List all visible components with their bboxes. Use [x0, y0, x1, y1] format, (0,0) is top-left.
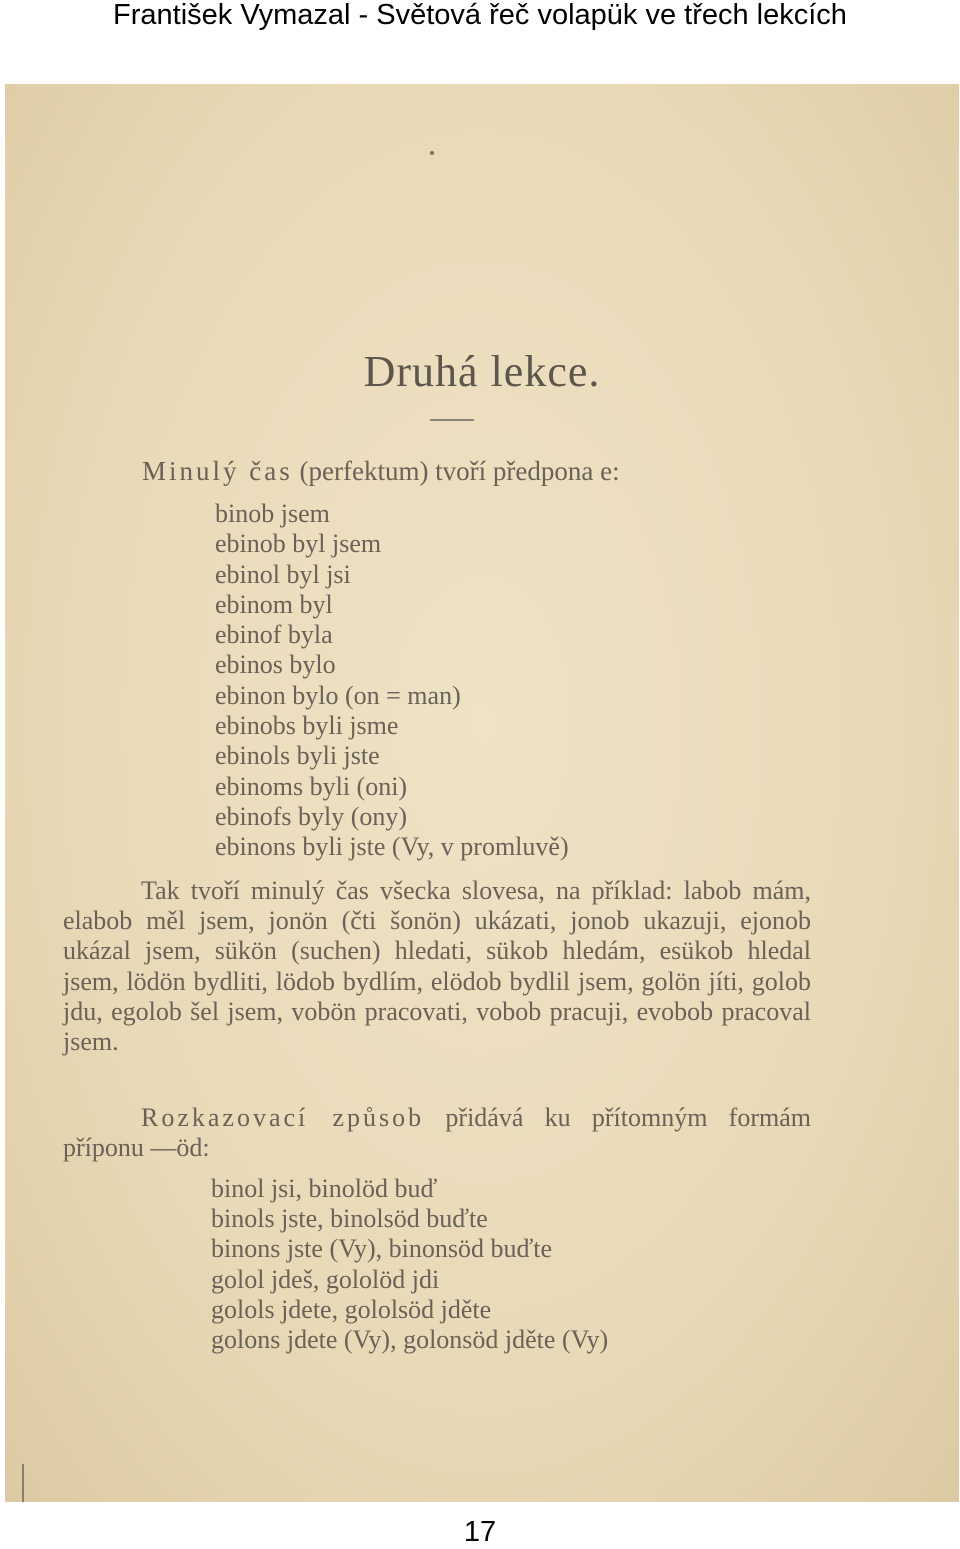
document-header-title: František Vymazal - Světová řeč volapük ve třech lekcích — [113, 0, 847, 31]
conjugation-item: ebinoms byli (oni) — [215, 771, 408, 801]
conjugation-item: ebinof byla — [215, 620, 333, 650]
imperative-item: golols jdete, gololsöd jděte — [211, 1294, 492, 1324]
conjugation-item: ebinons byli jste (Vy, v promluvě) — [215, 832, 569, 862]
paragraph-past-tense-examples: Tak tvoří minulý čas všecka slovesa, na příklad: labob mám, elabob měl jsem, jonön (čti šonön) ukázati, jonob ukazuji, ejonob ukázal jsem, sükön (suchen) hledati, sükob hledám, esükob hledal jsem, lödön bydliti, lödob bydlím, elödob bydlil jsem, golön jíti, golob jdu, egolob šel jsem, vobön pracovati, vobob pracuji, evobob pracoval jsem. — [63, 876, 811, 1057]
imperative-item: binol jsi, binolöd buď — [211, 1174, 438, 1203]
page-number: 17 — [463, 1516, 497, 1548]
conjugation-list — [215, 499, 569, 863]
print-speck — [430, 151, 434, 155]
imperative-list — [211, 1174, 608, 1355]
imperative-term: Rozkazovací způsob — [141, 1103, 425, 1132]
conjugation-item: ebinols byli jste — [215, 741, 380, 771]
scanned-page — [5, 84, 959, 1502]
imperative-item: binols jste, binolsöd buďte — [211, 1204, 488, 1234]
intro-term: Minulý čas — [142, 456, 293, 486]
title-divider — [430, 419, 474, 421]
intro-line — [142, 456, 620, 487]
conjugation-item: binob jsem — [215, 499, 330, 528]
imperative-item: golol jdeš, gololöd jdi — [211, 1264, 440, 1294]
conjugation-item: ebinos bylo — [215, 650, 336, 680]
lesson-title: Druhá lekce. — [363, 347, 601, 396]
paragraph-imperative-intro — [63, 1103, 811, 1163]
conjugation-item: ebinob byl jsem — [215, 529, 382, 559]
imperative-rest: přidává ku přítomným formám příponu —öd: — [63, 1103, 811, 1163]
conjugation-item: ebinobs byli jsme — [215, 711, 399, 741]
imperative-item: golons jdete (Vy), golonsöd jděte (Vy) — [211, 1325, 609, 1355]
conjugation-item: ebinon bylo (on = man) — [215, 680, 461, 710]
conjugation-item: ebinol byl jsi — [215, 559, 351, 589]
intro-rest: (perfektum) tvoří předpona e: — [292, 456, 620, 486]
imperative-item: binons jste (Vy), binonsöd buďte — [211, 1234, 553, 1264]
conjugation-item: ebinom byl — [215, 589, 333, 619]
conjugation-item: ebinofs byly (ony) — [215, 801, 408, 831]
scan-edge-mark — [22, 1464, 24, 1502]
